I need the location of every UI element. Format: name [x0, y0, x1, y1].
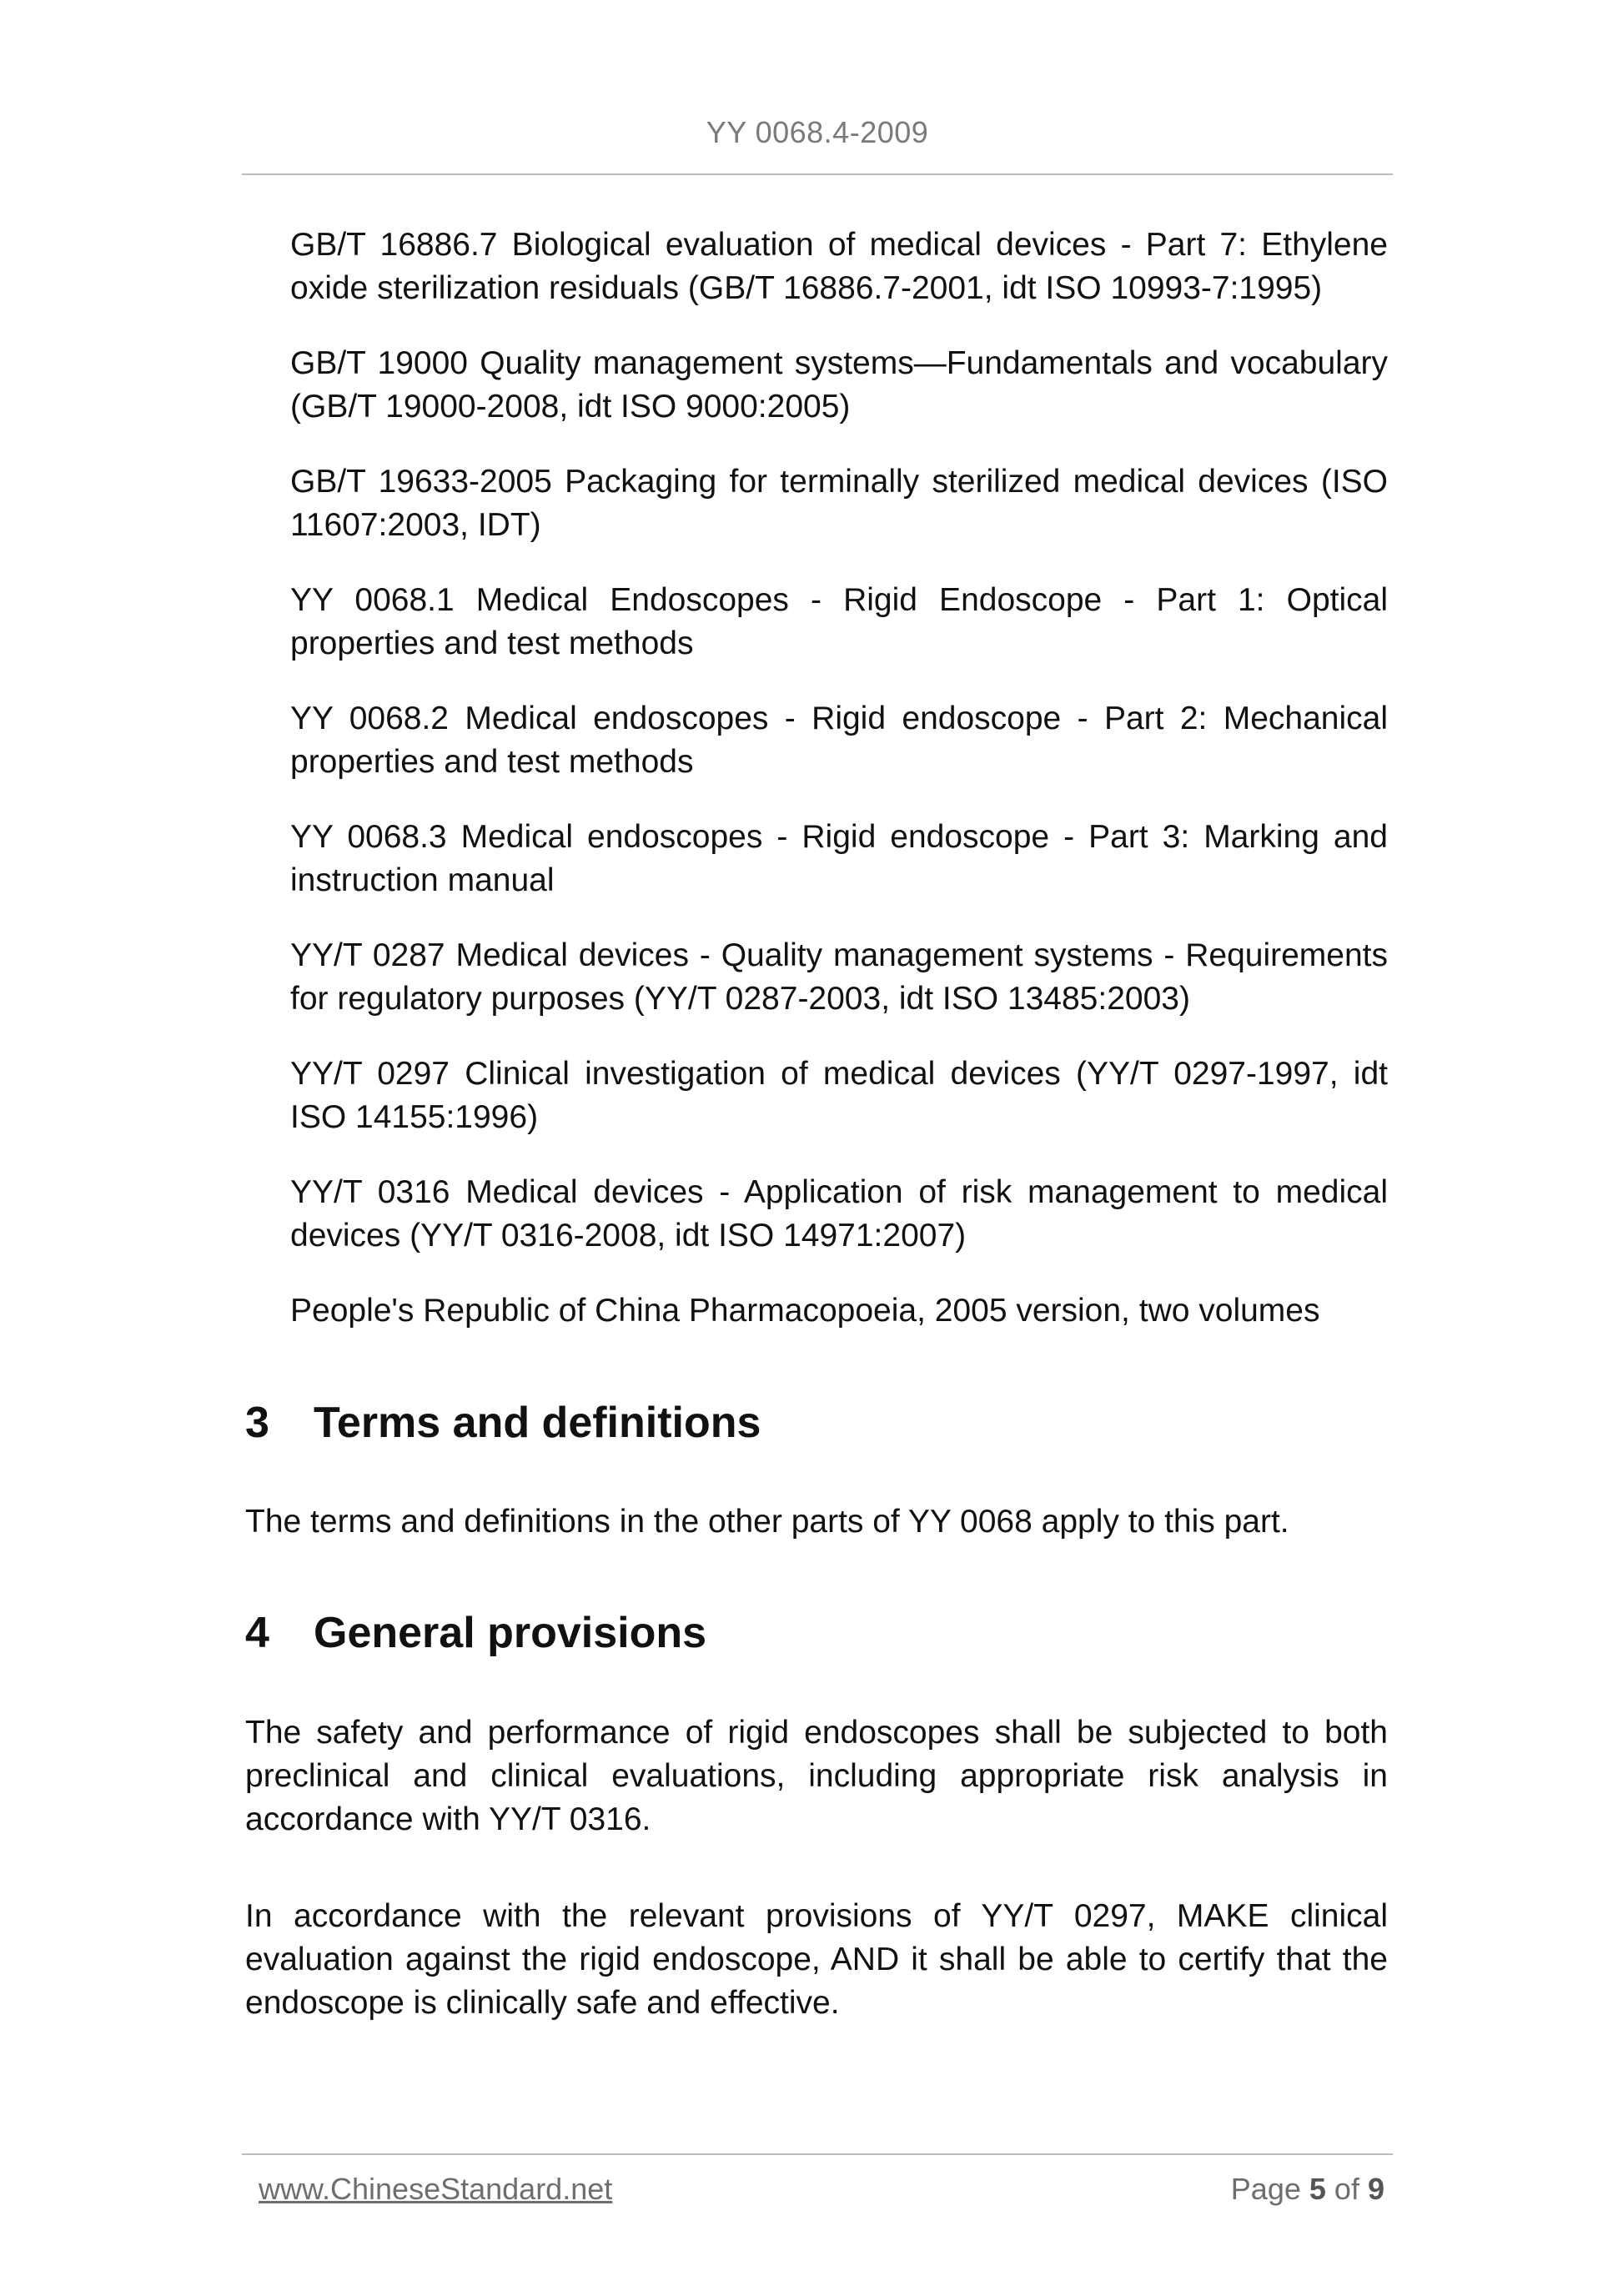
reference-item: YY/T 0316 Medical devices - Application of risk management to medical devices (YY/T 0316-2008, idt ISO 14971:2007) [290, 1174, 1388, 1254]
section-3-title: Terms and definitions [314, 1399, 761, 1447]
reference-item: YY 0068.1 Medical Endoscopes - Rigid Endoscope - Part 1: Optical properties and test methods [290, 582, 1388, 661]
section-4-heading [245, 1608, 706, 1658]
section-4-title: General provisions [314, 1609, 707, 1657]
section-3-number: 3 [245, 1399, 269, 1447]
section-4-number: 4 [245, 1609, 269, 1657]
page-total: 9 [1367, 2172, 1384, 2206]
section-4-paragraph: The safety and performance of rigid endoscopes shall be subjected to both preclinical and clinical evaluations, including appropriate risk analysis in accordance with YY/T 0316. [245, 1715, 1388, 1837]
reference-item: GB/T 19000 Quality management systems—Fundamentals and vocabulary (GB/T 19000-2008, idt ISO 9000:2005) [290, 345, 1388, 425]
section-3-body: The terms and definitions in the other parts of YY 0068 apply to this part. [245, 1504, 1289, 1540]
section-4-paragraph: In accordance with the relevant provisions of YY/T 0297, MAKE clinical evaluation against the rigid endoscope, AND it shall be able to certify that the endoscope is clinically safe and effective. [245, 1898, 1388, 2021]
reference-item: YY/T 0297 Clinical investigation of medical devices (YY/T 0297-1997, idt ISO 14155:1996) [290, 1056, 1388, 1135]
header-divider [242, 173, 1393, 175]
reference-item: YY/T 0287 Medical devices - Quality management systems - Requirements for regulatory purposes (YY/T 0287-2003, idt ISO 13485:2003) [290, 937, 1388, 1017]
section-3-heading [245, 1398, 761, 1448]
page-current: 5 [1309, 2172, 1326, 2206]
reference-item: GB/T 16886.7 Biological evaluation of medical devices - Part 7: Ethylene oxide sterilization residuals (GB/T 16886.7-2001, idt ISO 10993-7:1995) [290, 227, 1388, 306]
page-of: of [1334, 2172, 1359, 2206]
page-header-doc-id: YY 0068.4-2009 [706, 115, 929, 149]
reference-item: People's Republic of China Pharmacopoeia, 2005 version, two volumes [290, 1293, 1320, 1329]
reference-item: GB/T 19633-2005 Packaging for terminally sterilized medical devices (ISO 11607:2003, IDT) [290, 464, 1388, 543]
normative-references-list [290, 224, 1388, 1333]
page-label: Page [1230, 2172, 1301, 2206]
page-number [1231, 2172, 1384, 2207]
reference-item: YY 0068.3 Medical endoscopes - Rigid endoscope - Part 3: Marking and instruction manual [290, 819, 1388, 898]
reference-item: YY 0068.2 Medical endoscopes - Rigid endoscope - Part 2: Mechanical properties and test methods [290, 701, 1388, 780]
website-link[interactable]: www.ChineseStandard.net [259, 2172, 613, 2206]
footer-divider [242, 2153, 1393, 2155]
